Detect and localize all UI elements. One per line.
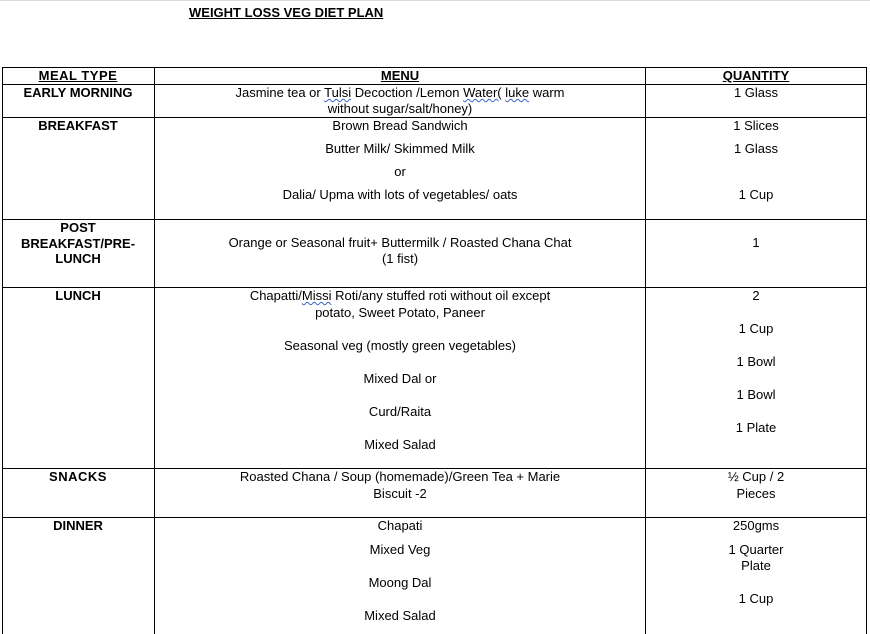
menu-lunch-line2: potato, Sweet Potato, Paneer bbox=[315, 305, 485, 320]
menu-snacks-line2: Biscuit -2 bbox=[373, 486, 427, 501]
header-menu: MENU bbox=[380, 68, 420, 83]
meal-lunch: LUNCH bbox=[55, 288, 101, 303]
qty-dinner: 1 Quarter bbox=[728, 542, 784, 557]
menu-lunch-item: Mixed Salad bbox=[364, 437, 436, 452]
menu-dinner-item: Mixed Salad bbox=[364, 608, 436, 623]
qty-post-breakfast: 1 bbox=[752, 235, 760, 250]
menu-post-breakfast-line2: (1 fist) bbox=[381, 251, 419, 266]
qty-snacks: Pieces bbox=[736, 486, 776, 501]
qty-lunch: 1 Cup bbox=[738, 321, 774, 336]
meal-dinner: DINNER bbox=[53, 518, 103, 533]
menu-lunch-item: Mixed Dal or bbox=[363, 371, 437, 386]
column-divider-quantity bbox=[645, 67, 646, 634]
qty-lunch: 1 Plate bbox=[735, 420, 777, 435]
menu-early-morning-line1: Jasmine tea or Tulsi Decoction /Lemon Water( luke warm bbox=[235, 85, 565, 100]
menu-dinner-item: Moong Dal bbox=[368, 575, 432, 590]
qty-dinner: 250gms bbox=[732, 518, 780, 533]
qty-dinner: 1 Cup bbox=[738, 591, 774, 606]
menu-breakfast-item: Butter Milk/ Skimmed Milk bbox=[325, 141, 475, 156]
column-divider-menu bbox=[154, 67, 155, 634]
menu-post-breakfast-line1: Orange or Seasonal fruit+ Buttermilk / Roasted Chana Chat bbox=[228, 235, 572, 250]
qty-snacks: ½ Cup / 2 bbox=[727, 469, 785, 484]
row-divider bbox=[2, 219, 867, 220]
menu-dinner-item: Mixed Veg bbox=[369, 542, 431, 557]
qty-lunch: 1 Bowl bbox=[736, 387, 776, 402]
page-top-border bbox=[0, 0, 870, 1]
qty-breakfast: 1 Slices bbox=[733, 118, 779, 133]
meal-post-breakfast-line: POST bbox=[60, 220, 96, 235]
table-border-left bbox=[2, 67, 3, 634]
document-title: WEIGHT LOSS VEG DIET PLAN bbox=[189, 5, 384, 20]
menu-breakfast-item: or bbox=[394, 164, 406, 179]
menu-snacks-line1: Roasted Chana / Soup (homemade)/Green Tea + Marie bbox=[239, 469, 561, 484]
menu-dinner-item: Chapati bbox=[377, 518, 423, 533]
header-meal-type: MEAL TYPE bbox=[38, 68, 118, 83]
meal-post-breakfast-line: LUNCH bbox=[55, 251, 101, 266]
meal-snacks: SNACKS bbox=[49, 469, 107, 484]
menu-breakfast-item: Brown Bread Sandwich bbox=[332, 118, 468, 133]
meal-early-morning: EARLY MORNING bbox=[23, 85, 133, 100]
menu-lunch-item: Seasonal veg (mostly green vegetables) bbox=[284, 338, 516, 353]
table-border-right bbox=[866, 67, 867, 634]
qty-lunch: 2 bbox=[752, 288, 760, 303]
menu-lunch-line1: Chapatti/Missi Roti/any stuffed roti without oil except bbox=[249, 288, 551, 303]
meal-post-breakfast-line: BREAKFAST/PRE- bbox=[20, 236, 136, 251]
qty-lunch: 1 Bowl bbox=[736, 354, 776, 369]
qty-breakfast: 1 Glass bbox=[733, 141, 779, 156]
header-quantity: QUANTITY bbox=[722, 68, 790, 83]
menu-lunch-item: Curd/Raita bbox=[368, 404, 432, 419]
menu-early-morning-line2: without sugar/salt/honey) bbox=[327, 101, 473, 116]
qty-dinner: Plate bbox=[741, 558, 771, 573]
qty-early-morning: 1 Glass bbox=[733, 85, 779, 100]
qty-breakfast: 1 Cup bbox=[738, 187, 774, 202]
menu-breakfast-item: Dalia/ Upma with lots of vegetables/ oats bbox=[282, 187, 518, 202]
meal-breakfast: BREAKFAST bbox=[38, 118, 118, 133]
